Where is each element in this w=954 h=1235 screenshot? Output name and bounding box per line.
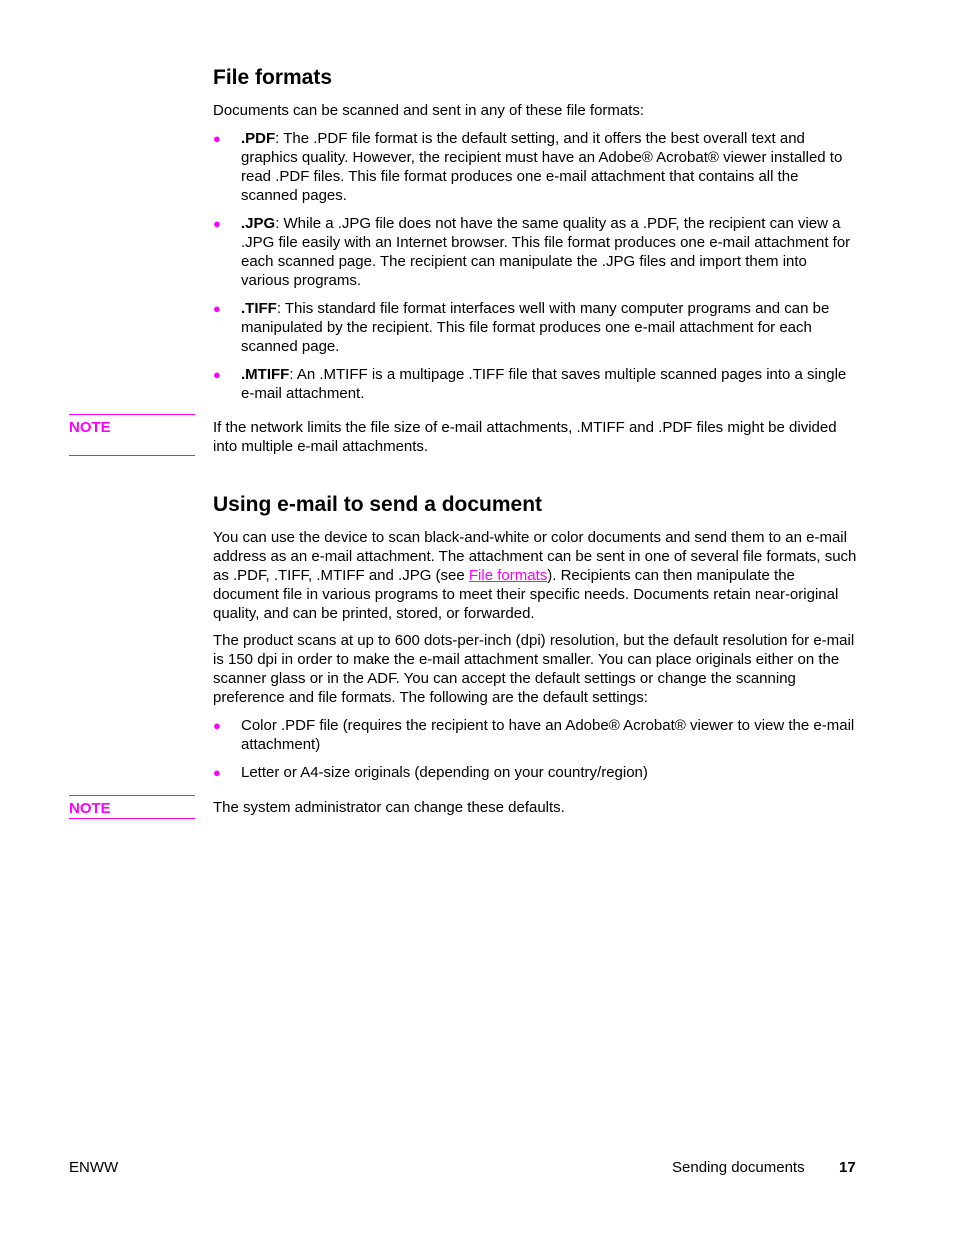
list-item-pdf [213, 129, 858, 205]
note-label: NOTE [69, 795, 195, 818]
note-label: NOTE [69, 414, 195, 437]
page-number: 17 [839, 1159, 856, 1176]
note-text: The system administrator can change these defaults. [213, 799, 565, 816]
format-term: .MTIFF [241, 366, 290, 383]
format-description: : This standard file format interfaces well with many computer programs and can be manipulated by the recipient. This file format produces one e-mail attachment for each scanned page. [241, 300, 830, 355]
bullet-icon: ● [213, 301, 221, 316]
format-description: : While a .JPG file does not have the same quality as a .PDF, the recipient can view a .JPG file easily with an Internet browser. This file format produces one e-mail attachment for each scanned page. The recipient can manipulate the .JPG files and import them into various programs. [241, 215, 851, 289]
format-description: : An .MTIFF is a multipage .TIFF file that saves multiple scanned pages into a single e-mail attachment. [241, 366, 847, 402]
list-item [213, 763, 858, 782]
paragraph-text: You can use the device to scan black-and-white or color documents and send them to an e-mail address as an e-mail attachment. The attachment can be sent in one of several file formats, such as .PDF, .TIFF, .MTIFF and .JPG (see [213, 529, 857, 584]
email-paragraph-1 [213, 528, 858, 623]
list-item-text: Color .PDF file (requires the recipient to have an Adobe® Acrobat® viewer to view the e-mail attachment) [241, 717, 855, 753]
list-item-tiff [213, 299, 858, 356]
list-item-jpg [213, 214, 858, 290]
section-heading-using-email: Using e-mail to send a document [213, 493, 543, 516]
format-description: : The .PDF file format is the default setting, and it offers the best overall text and graphics quality. However, the recipient must have an Adobe® Acrobat® viewer installed to read .PDF files. This file format produces one e-mail attachment that contains all the scanned pages. [241, 130, 843, 204]
list-item-text: Letter or A4-size originals (depending on your country/region) [241, 764, 648, 781]
footer-section-title: Sending documents [672, 1159, 805, 1176]
file-formats-link[interactable]: File formats [468, 567, 548, 584]
bullet-icon: ● [213, 367, 221, 382]
default-settings-list [213, 716, 858, 782]
section-heading-file-formats: File formats [213, 66, 333, 89]
bullet-icon: ● [213, 216, 221, 231]
note-bottom-rule [69, 818, 195, 819]
footer-left-label: ENWW [69, 1159, 119, 1176]
email-paragraph-2: The product scans at up to 600 dots-per-inch (dpi) resolution, but the default resolution for e-mail is 150 dpi in order to make the e-mail attachment smaller. You can place originals either on the scanner glass or in the ADF. You can accept the default settings or change the scanning preference and file formats. The following are the default settings: [213, 632, 855, 706]
list-item [213, 716, 858, 754]
note-bottom-rule [69, 455, 195, 456]
bullet-icon: ● [213, 131, 221, 146]
note-text: If the network limits the file size of e-mail attachments, .MTIFF and .PDF files might be divided into multiple e-mail attachments. [213, 419, 837, 455]
format-term: .TIFF [241, 300, 277, 317]
file-formats-intro: Documents can be scanned and sent in any of these file formats: [213, 102, 645, 119]
bullet-icon: ● [213, 765, 221, 780]
paragraph-text: ). Recipients can then manipulate the document file in various programs to meet their specific needs. Documents retain near-original quality, and can be printed, stored, or forwarded. [213, 567, 839, 622]
list-item-mtiff [213, 365, 858, 403]
file-formats-list [213, 129, 858, 403]
format-term: .PDF [241, 130, 276, 147]
format-term: .JPG [241, 215, 276, 232]
bullet-icon: ● [213, 718, 221, 733]
